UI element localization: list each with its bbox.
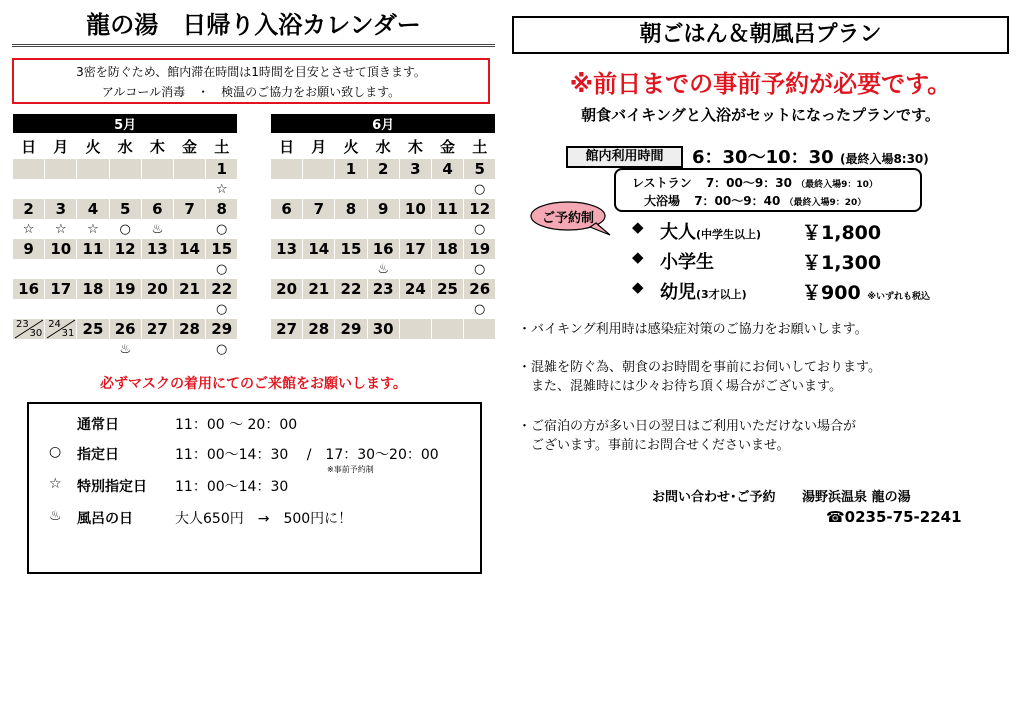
- day-cell: [464, 319, 496, 340]
- day-cell: 18: [77, 279, 109, 300]
- legend-designated-value: 11：00～14：30 / 17：30～20：00: [175, 447, 439, 463]
- calendar-title: 龍の湯 日帰り入浴カレンダー: [12, 6, 495, 47]
- hot-spring-icon: ♨: [367, 260, 399, 279]
- sub-hours-bath-last: （最終入場9：20）: [784, 198, 867, 208]
- day-cell: 15: [335, 239, 367, 260]
- day-mark: [335, 180, 367, 199]
- day-cell: 2: [13, 199, 45, 220]
- calendar-may: [12, 113, 238, 359]
- hours-label: 館内利用時間: [566, 146, 683, 168]
- diamond-icon: ◆: [632, 248, 644, 266]
- day-mark: [141, 340, 173, 359]
- notice-box: [12, 58, 490, 104]
- day-mark: [173, 340, 205, 359]
- circle-icon: ○: [206, 340, 238, 359]
- price-value: ￥1,800: [802, 222, 882, 244]
- hot-spring-icon: ♨: [49, 508, 62, 524]
- day-mark: [367, 180, 399, 199]
- price-label: 小学生: [660, 252, 714, 273]
- day-cell: 13: [271, 239, 303, 260]
- plan-description: 朝食バイキングと入浴がセットになったプランです。: [581, 106, 940, 124]
- day-cell: 8: [206, 199, 238, 220]
- weekday-header: 日: [13, 134, 45, 159]
- sub-hours-restaurant: [632, 174, 878, 191]
- day-cell: [141, 159, 173, 180]
- day-mark: [303, 220, 335, 239]
- day-cell: 16: [13, 279, 45, 300]
- price-value: ￥1,300: [802, 252, 882, 274]
- circle-icon: ○: [206, 220, 238, 239]
- star-icon: ☆: [77, 220, 109, 239]
- day-cell: 16: [367, 239, 399, 260]
- day-cell: 10: [399, 199, 431, 220]
- day-mark: [271, 180, 303, 199]
- day-cell: 23: [367, 279, 399, 300]
- split-day-bottom: 31: [61, 328, 75, 339]
- month-header: 5月: [13, 114, 238, 134]
- day-cell: 24: [399, 279, 431, 300]
- day-cell: 28: [173, 319, 205, 340]
- day-cell: 29: [206, 319, 238, 340]
- note-line: ・混雑を防ぐ為、朝食のお時間を事前にお伺いしております。: [518, 360, 881, 375]
- weekday-header: 日: [271, 134, 303, 159]
- day-cell: 25: [431, 279, 463, 300]
- day-mark: [303, 260, 335, 279]
- day-cell: 1: [335, 159, 367, 180]
- day-mark: [45, 260, 77, 279]
- day-cell: 13: [141, 239, 173, 260]
- day-cell: 21: [173, 279, 205, 300]
- weekday-header: 月: [303, 134, 335, 159]
- circle-icon: ○: [464, 220, 496, 239]
- weekday-header: 土: [464, 134, 496, 159]
- day-mark: [335, 260, 367, 279]
- hours-last-entry: (最終入場8:30): [839, 152, 929, 166]
- weekday-header: 火: [335, 134, 367, 159]
- month-header: 6月: [271, 114, 496, 134]
- day-cell: [431, 319, 463, 340]
- day-cell: 6: [271, 199, 303, 220]
- day-mark: [13, 180, 45, 199]
- day-cell: 12: [109, 239, 141, 260]
- day-cell: [77, 159, 109, 180]
- circle-icon: ○: [206, 260, 238, 279]
- price-label: 幼児(3才以上): [660, 282, 747, 303]
- day-cell: 11: [431, 199, 463, 220]
- notice-line-1: 3密を防ぐため、館内滞在時間は1時間を目安とさせて頂きます。: [76, 65, 426, 79]
- contact-line: [652, 486, 911, 505]
- mask-notice: 必ずマスクの着用にてのご来館をお願いします。: [100, 376, 407, 392]
- day-cell: 8: [335, 199, 367, 220]
- day-cell: 26: [464, 279, 496, 300]
- day-mark: [399, 220, 431, 239]
- day-mark: [45, 180, 77, 199]
- legend-special-value: 11：00～14：30: [175, 479, 289, 495]
- day-cell: 27: [141, 319, 173, 340]
- bubble-text: ご予約制: [541, 211, 594, 226]
- day-mark: [464, 340, 496, 359]
- day-cell: 14: [173, 239, 205, 260]
- day-cell: [13, 159, 45, 180]
- day-mark: [141, 300, 173, 319]
- note-line: ございます。事前にお問合せくださいませ。: [518, 438, 790, 453]
- day-mark: [271, 340, 303, 359]
- day-mark: [141, 260, 173, 279]
- day-mark: [335, 340, 367, 359]
- day-mark: [303, 340, 335, 359]
- weekday-header: 金: [431, 134, 463, 159]
- day-mark: [399, 260, 431, 279]
- day-mark: [367, 340, 399, 359]
- day-mark: [303, 180, 335, 199]
- circle-icon: ○: [109, 220, 141, 239]
- day-cell: [303, 159, 335, 180]
- day-cell: 22: [206, 279, 238, 300]
- day-mark: [431, 260, 463, 279]
- weekday-header: 土: [206, 134, 238, 159]
- day-mark: [173, 180, 205, 199]
- note-item: [518, 320, 868, 339]
- day-cell: [109, 159, 141, 180]
- day-mark: [303, 300, 335, 319]
- legend-bath-value: 大人650円 → 500円に！: [175, 511, 353, 527]
- split-day-cell: [13, 319, 45, 340]
- day-mark: [77, 260, 109, 279]
- day-mark: [45, 340, 77, 359]
- phone-number: ☎0235-75-2241: [826, 508, 962, 526]
- day-mark: [399, 340, 431, 359]
- diamond-icon: ◆: [632, 218, 644, 236]
- plan-title: 朝ごはん＆朝風呂プラン: [512, 16, 1009, 54]
- day-cell: 28: [303, 319, 335, 340]
- day-cell: 17: [45, 279, 77, 300]
- day-mark: [271, 220, 303, 239]
- price-note: ※いずれも税込: [867, 292, 931, 302]
- day-cell: 19: [464, 239, 496, 260]
- price-sub: (3才以上): [696, 288, 747, 301]
- day-cell: 29: [335, 319, 367, 340]
- weekday-header: 木: [399, 134, 431, 159]
- circle-icon: ○: [206, 300, 238, 319]
- day-cell: 6: [141, 199, 173, 220]
- legend-special-label: 特別指定日: [77, 479, 147, 495]
- weekday-header: 火: [77, 134, 109, 159]
- day-cell: 15: [206, 239, 238, 260]
- day-cell: 18: [431, 239, 463, 260]
- star-icon: ☆: [49, 476, 62, 492]
- price-label: 大人(中学生以上): [660, 222, 762, 243]
- day-cell: 5: [109, 199, 141, 220]
- hot-spring-icon: ♨: [141, 220, 173, 239]
- day-mark: [13, 260, 45, 279]
- circle-icon: ○: [464, 260, 496, 279]
- day-mark: [109, 300, 141, 319]
- day-cell: 10: [45, 239, 77, 260]
- day-cell: 30: [367, 319, 399, 340]
- legend-normal-value: 11：00 ～ 20：00: [175, 417, 298, 433]
- day-mark: [399, 300, 431, 319]
- note-line: ・バイキング利用時は感染症対策のご協力をお願いします。: [518, 322, 868, 337]
- sub-hours-restaurant-label: レストラン: [632, 176, 692, 190]
- day-cell: 1: [206, 159, 238, 180]
- day-mark: [367, 300, 399, 319]
- legend-bath-label: 風呂の日: [77, 511, 133, 527]
- note-item: [518, 358, 881, 396]
- day-cell: 4: [77, 199, 109, 220]
- legend-designated-note: ※事前予約制: [327, 465, 374, 474]
- day-mark: [335, 220, 367, 239]
- hot-spring-icon: ♨: [109, 340, 141, 359]
- note-line: ・ご宿泊の方が多い日の翌日はご利用いただけない場合が: [518, 419, 857, 434]
- day-cell: 9: [367, 199, 399, 220]
- sub-hours-restaurant-time: 7：00～9：30: [705, 176, 792, 190]
- day-cell: 19: [109, 279, 141, 300]
- day-cell: 25: [77, 319, 109, 340]
- day-mark: [399, 180, 431, 199]
- day-cell: 21: [303, 279, 335, 300]
- day-mark: [271, 260, 303, 279]
- star-icon: ☆: [13, 220, 45, 239]
- split-day-top: 23: [16, 319, 29, 330]
- note-item: [518, 417, 856, 455]
- day-cell: 22: [335, 279, 367, 300]
- split-day-cell: [45, 319, 77, 340]
- day-mark: [335, 300, 367, 319]
- day-cell: 12: [464, 199, 496, 220]
- price-value: ￥900 ※いずれも税込: [802, 282, 931, 304]
- reservation-bubble: [530, 201, 608, 231]
- legend-normal-label: 通常日: [77, 417, 119, 433]
- calendar-june: [270, 113, 496, 359]
- day-cell: 9: [13, 239, 45, 260]
- day-cell: [399, 319, 431, 340]
- day-mark: [173, 260, 205, 279]
- day-mark: [431, 300, 463, 319]
- day-cell: 2: [367, 159, 399, 180]
- day-cell: 26: [109, 319, 141, 340]
- day-mark: [109, 260, 141, 279]
- day-mark: [431, 180, 463, 199]
- contact-label: お問い合わせ･ご予約: [652, 490, 776, 505]
- sub-hours-bath: [644, 192, 866, 209]
- star-icon: ☆: [206, 180, 238, 199]
- sub-hours-box: [614, 168, 922, 212]
- day-mark: [173, 300, 205, 319]
- diamond-icon: ◆: [632, 278, 644, 296]
- notice-line-2: アルコール消毒 ・ 検温のご協力をお願い致します。: [101, 85, 401, 99]
- note-line: また、混雑時には少々お待ち頂く場合がございます。: [518, 379, 842, 394]
- day-mark: [141, 180, 173, 199]
- weekday-header: 金: [173, 134, 205, 159]
- sub-hours-bath-label: 大浴場: [644, 194, 681, 208]
- day-cell: [271, 159, 303, 180]
- day-mark: [431, 340, 463, 359]
- day-mark: [109, 180, 141, 199]
- day-cell: 4: [431, 159, 463, 180]
- day-cell: 20: [141, 279, 173, 300]
- split-day-top: 24: [48, 319, 61, 330]
- sub-hours-restaurant-last: （最終入場9：10）: [796, 180, 878, 190]
- price-sub: (中学生以上): [696, 228, 762, 241]
- day-cell: 5: [464, 159, 496, 180]
- day-cell: 14: [303, 239, 335, 260]
- day-cell: 17: [399, 239, 431, 260]
- day-mark: [77, 340, 109, 359]
- circle-icon: ○: [464, 180, 496, 199]
- day-mark: [431, 220, 463, 239]
- legend-designated-label: 指定日: [77, 447, 119, 463]
- circle-icon: ○: [49, 444, 62, 460]
- day-mark: [77, 300, 109, 319]
- day-cell: 11: [77, 239, 109, 260]
- weekday-header: 月: [45, 134, 77, 159]
- day-mark: [271, 300, 303, 319]
- day-cell: 7: [303, 199, 335, 220]
- weekday-header: 水: [367, 134, 399, 159]
- day-mark: [45, 300, 77, 319]
- day-cell: 27: [271, 319, 303, 340]
- contact-name: 湯野浜温泉 龍の湯: [802, 490, 911, 505]
- day-cell: 20: [271, 279, 303, 300]
- day-mark: [13, 300, 45, 319]
- split-day-bottom: 30: [29, 328, 43, 339]
- hours-time: [692, 143, 929, 169]
- day-cell: 3: [45, 199, 77, 220]
- day-mark: [367, 220, 399, 239]
- day-mark: [13, 340, 45, 359]
- weekday-header: 木: [141, 134, 173, 159]
- hours-time-value: 6：30～10：30: [692, 147, 834, 168]
- day-mark: [173, 220, 205, 239]
- weekday-header: 水: [109, 134, 141, 159]
- reserve-warning: ※前日までの事前予約が必要です。: [569, 70, 952, 98]
- day-cell: [45, 159, 77, 180]
- sub-hours-bath-time: 7：00～9：40: [694, 194, 781, 208]
- day-cell: 3: [399, 159, 431, 180]
- legend-box: [27, 402, 482, 574]
- star-icon: ☆: [45, 220, 77, 239]
- day-cell: 7: [173, 199, 205, 220]
- day-mark: [77, 180, 109, 199]
- circle-icon: ○: [464, 300, 496, 319]
- day-cell: [173, 159, 205, 180]
